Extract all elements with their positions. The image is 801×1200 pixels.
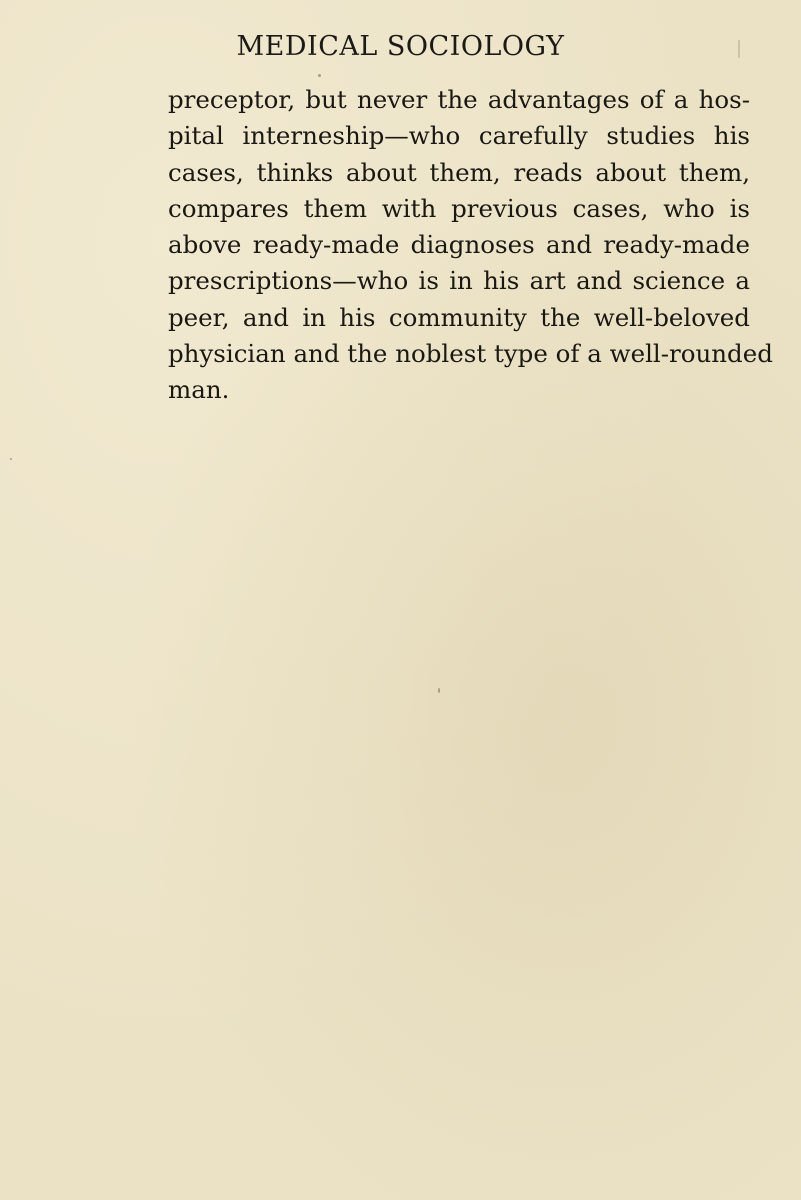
text-line: above ready-made diagnoses and ready-made: [168, 230, 750, 260]
text-line: preceptor, but never the advantages of a hos-: [168, 85, 750, 114]
paper-speck: [10, 458, 12, 460]
text-line: peer, and in his community the well-beloved: [168, 302, 750, 332]
paper-speck: [438, 688, 440, 693]
running-head-title: MEDICAL SOCIOLOGY: [236, 31, 565, 62]
paper-speck: [318, 74, 321, 77]
paragraph: [168, 82, 773, 409]
text-line: cases, thinks about them, reads about them,: [168, 157, 750, 187]
text-line: physician and the noblest type of a well-rounded: [168, 339, 773, 369]
text-line: man.: [168, 375, 230, 405]
text-line: pital interneship—who carefully studies his: [168, 121, 750, 151]
text-line: prescriptions—who is in his art and science a: [168, 266, 750, 296]
paper-speck: [738, 40, 740, 58]
text-line: compares them with previous cases, who is: [168, 193, 750, 223]
